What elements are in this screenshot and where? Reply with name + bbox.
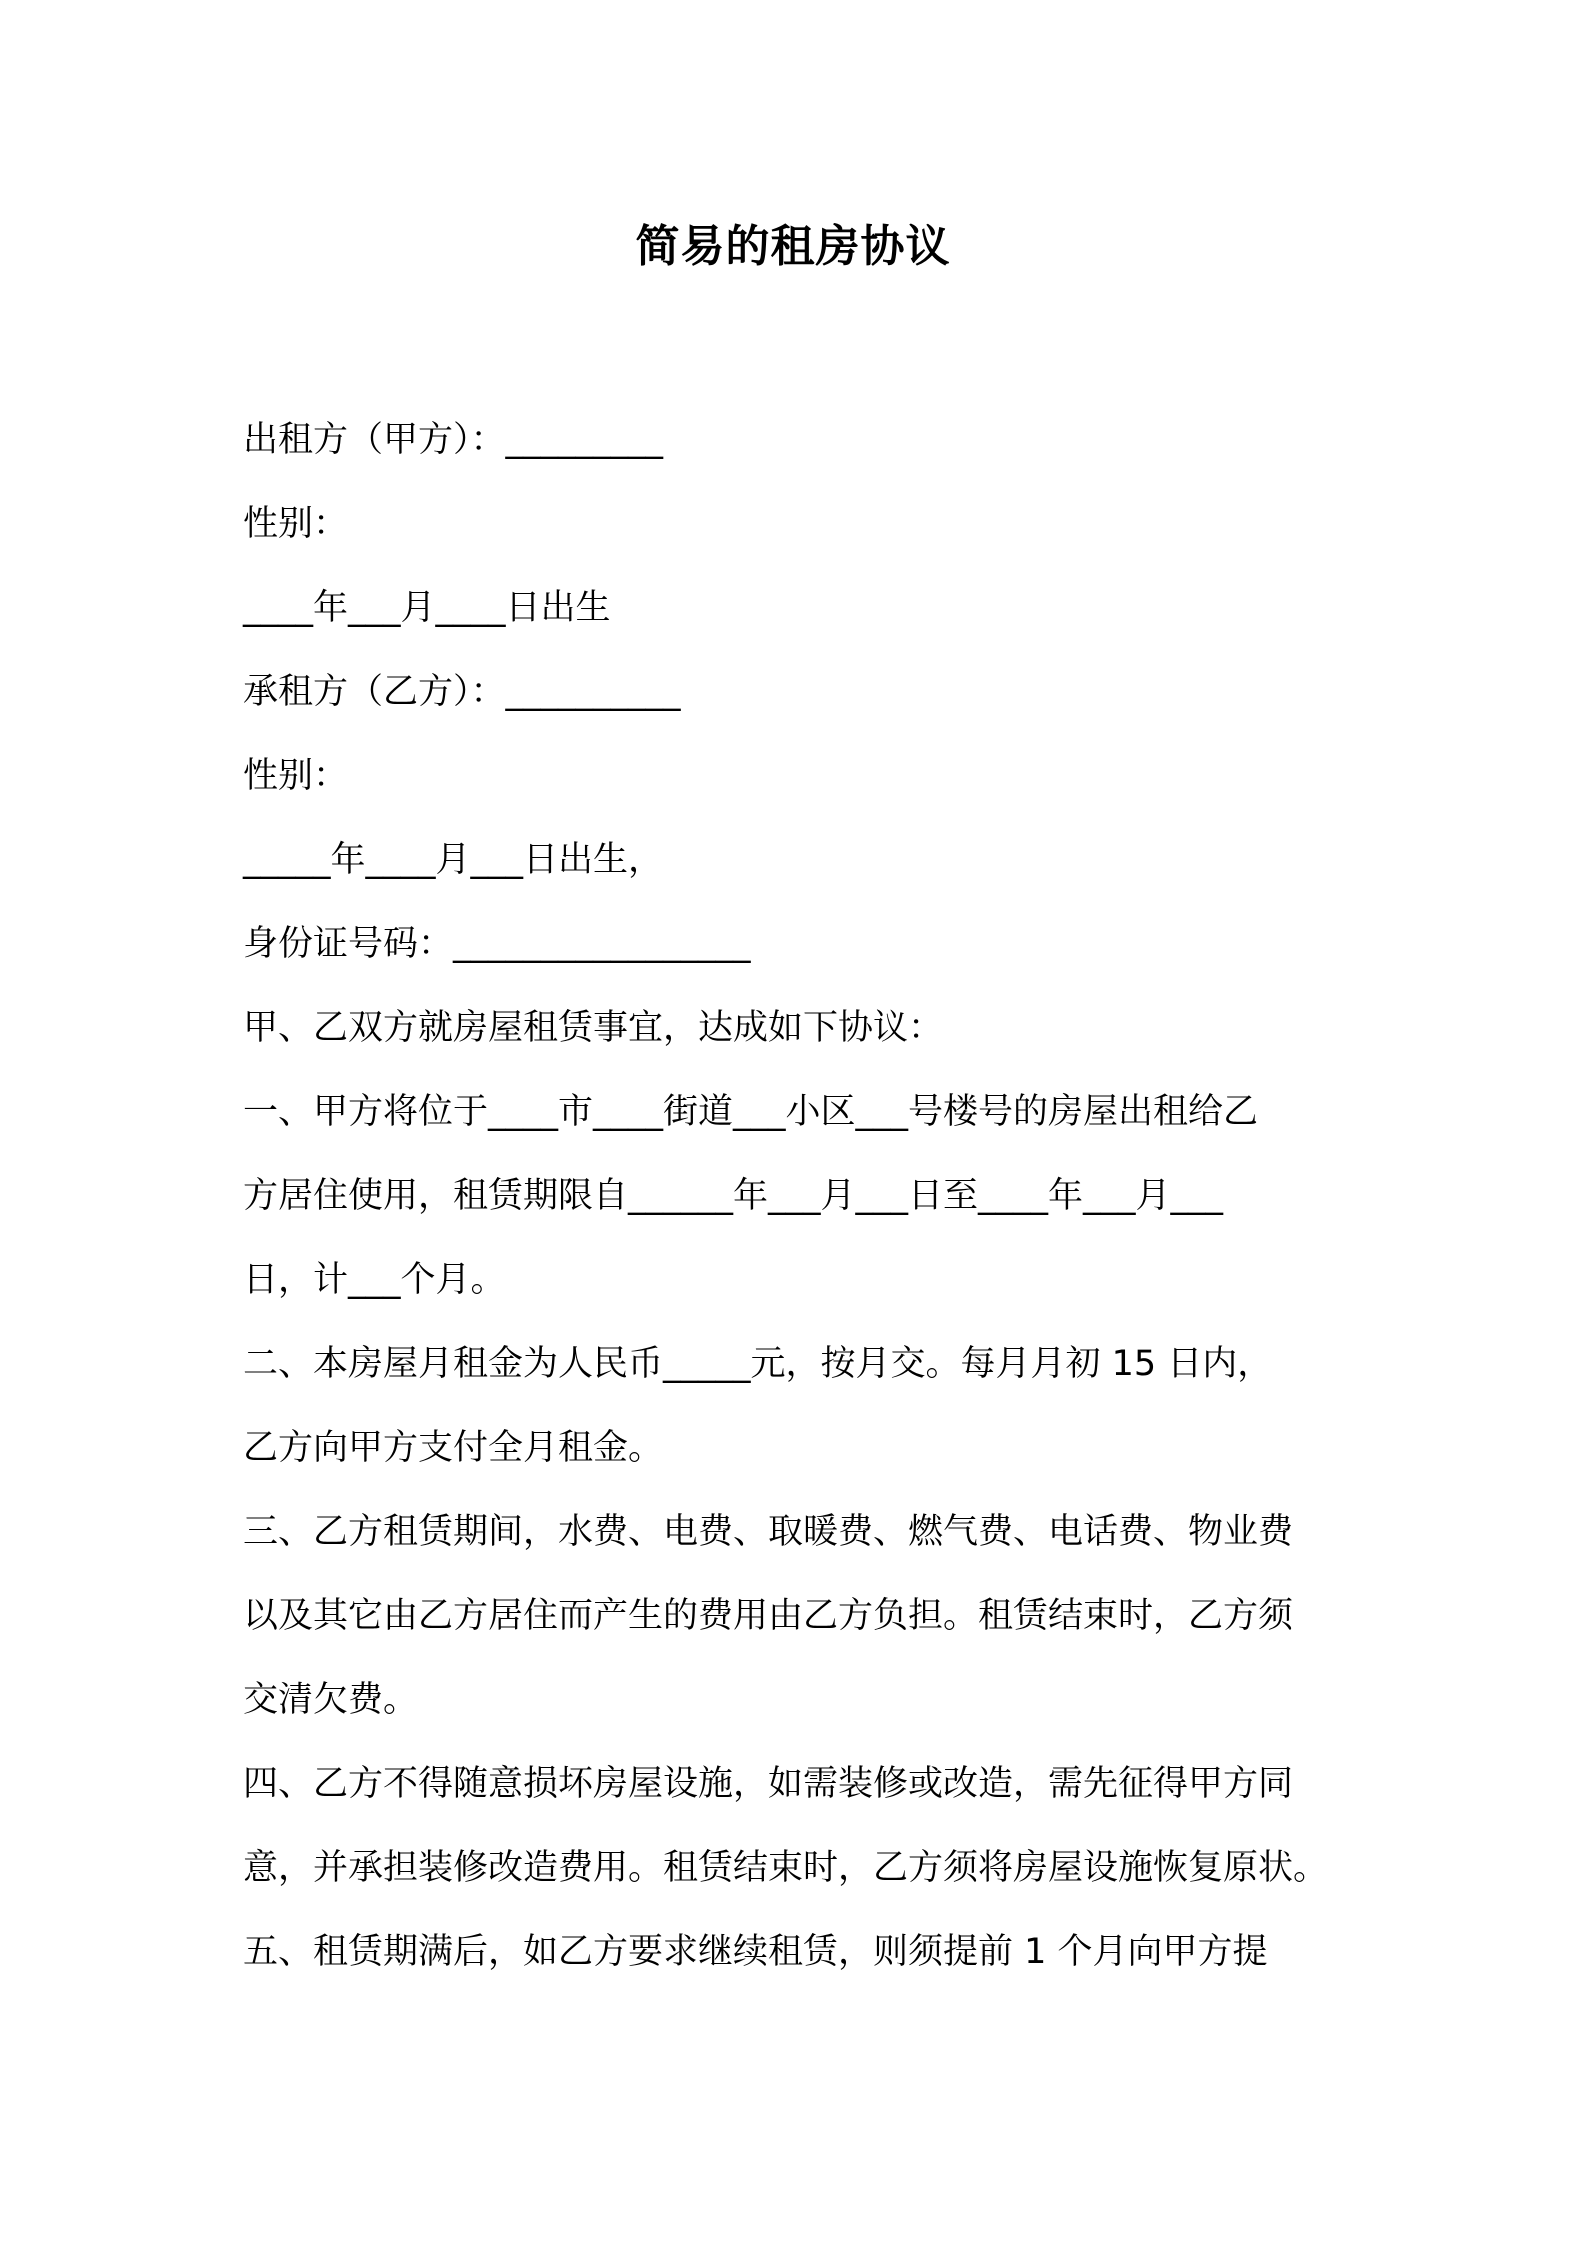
clause-3-line-3: 交清欠费。 xyxy=(243,1680,419,1720)
tenant-gender-line: 性别： xyxy=(243,756,349,796)
landlord-gender-line: 性别： xyxy=(243,504,349,544)
tenant-birth-line: _____年____月___日出生， xyxy=(243,840,664,880)
clause-2-line-1: 二、本房屋月租金为人民币_____元，按月交。每月月初 15 日内， xyxy=(243,1344,1273,1384)
clause-1-line-1: 一、甲方将位于____市____街道___小区___号楼号的房屋出租给乙 xyxy=(243,1092,1259,1132)
document-body xyxy=(243,398,1355,1994)
id-number-line: 身份证号码：_________________ xyxy=(243,924,751,964)
clause-4-line-2: 意，并承担装修改造费用。租赁结束时，乙方须将房屋设施恢复原状。 xyxy=(243,1848,1329,1888)
agreement-intro-line: 甲、乙双方就房屋租赁事宜，达成如下协议： xyxy=(243,1008,944,1048)
landlord-line: 出租方（甲方）：_________ xyxy=(243,420,664,460)
clause-5-line-1: 五、租赁期满后，如乙方要求继续租赁，则须提前 1 个月向甲方提 xyxy=(243,1932,1268,1972)
clause-2-line-2: 乙方向甲方支付全月租金。 xyxy=(243,1428,664,1468)
clause-1-line-3: 日，计___个月。 xyxy=(243,1260,506,1300)
clause-1-line-2: 方居住使用，租赁期限自______年___月___日至____年___月___ xyxy=(243,1176,1224,1216)
tenant-line: 承租方（乙方）：__________ xyxy=(243,672,681,712)
clause-3-line-2: 以及其它由乙方居住而产生的费用由乙方负担。租赁结束时，乙方须 xyxy=(243,1596,1294,1636)
clause-4-line-1: 四、乙方不得随意损坏房屋设施，如需装修或改造，需先征得甲方同 xyxy=(243,1764,1294,1804)
clause-3-line-1: 三、乙方租赁期间，水费、电费、取暖费、燃气费、电话费、物业费 xyxy=(243,1512,1294,1552)
landlord-birth-line: ____年___月____日出生 xyxy=(243,588,611,628)
document-title: 简易的租房协议 xyxy=(635,221,951,272)
